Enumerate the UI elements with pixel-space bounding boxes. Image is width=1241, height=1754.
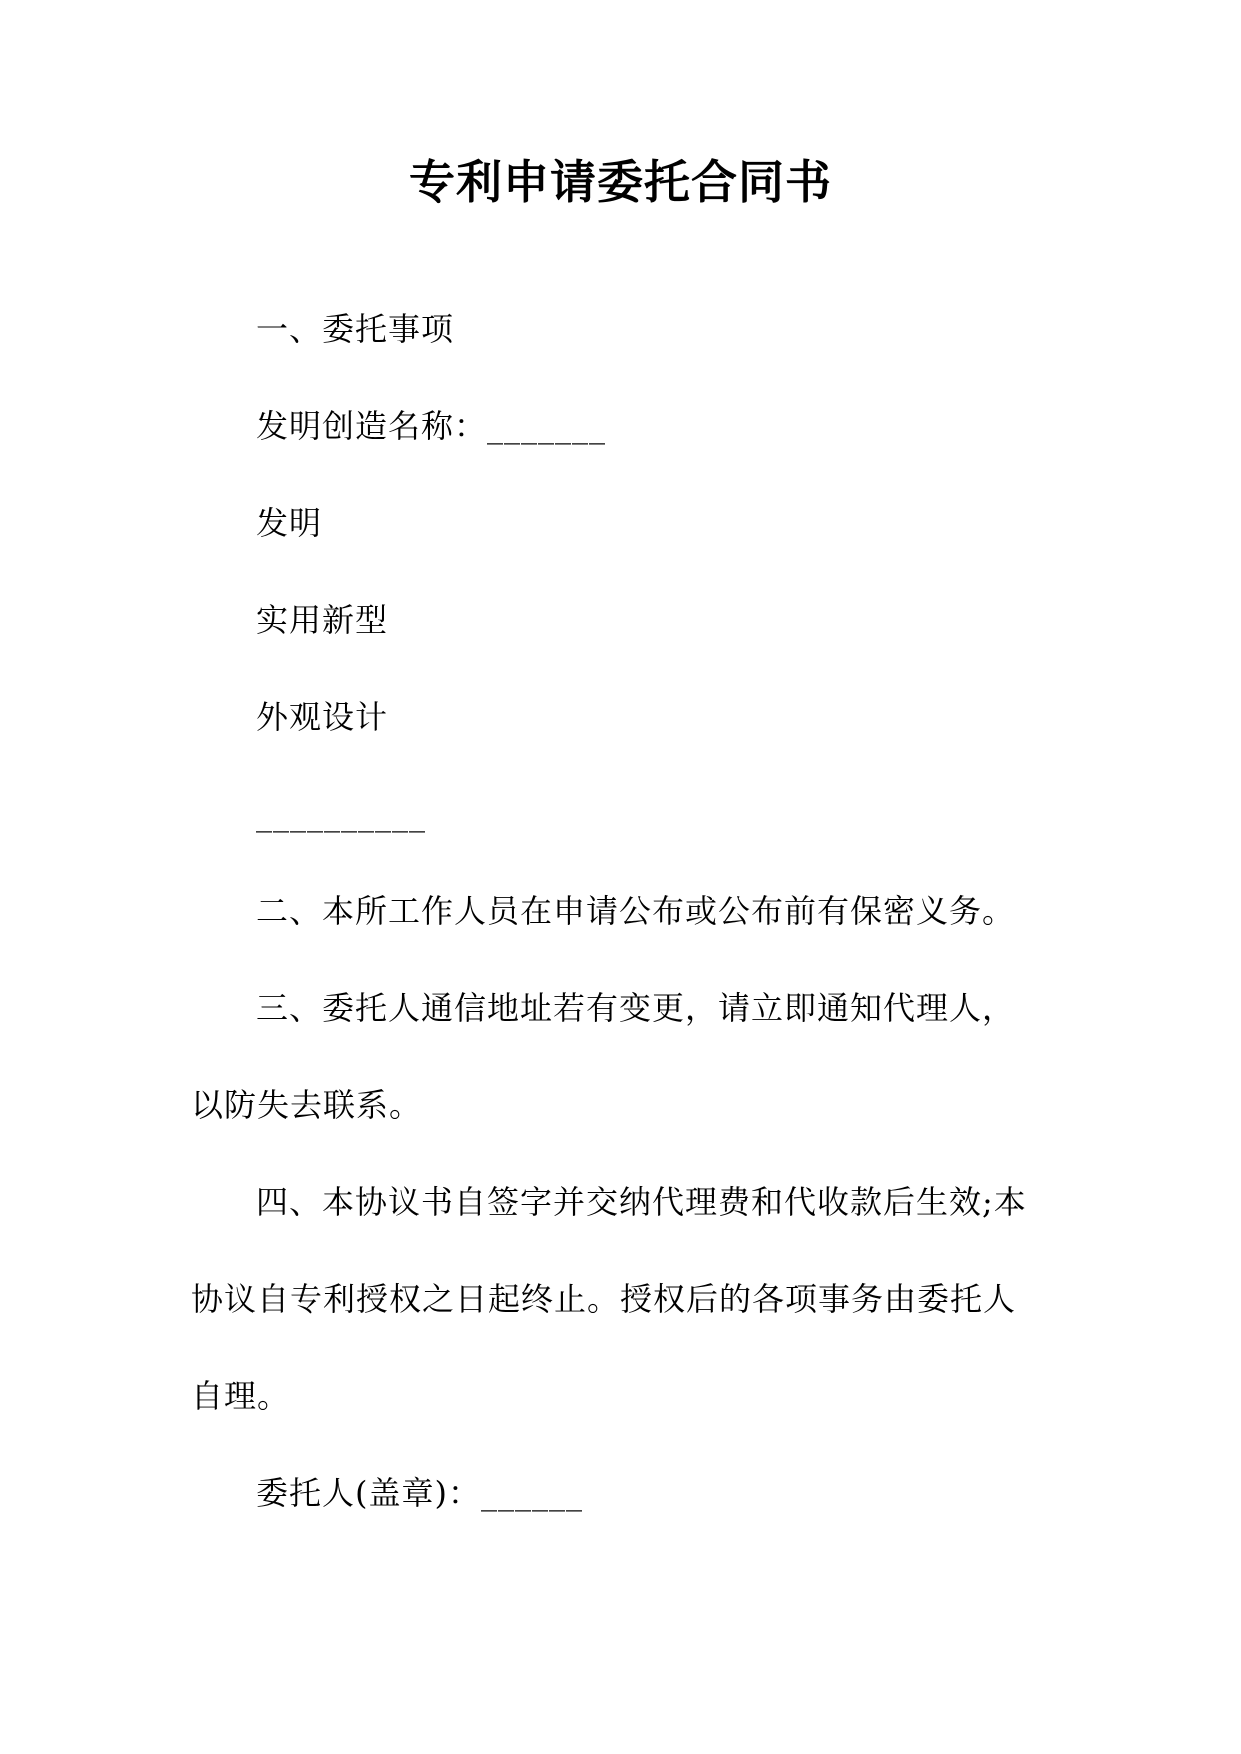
invention-name-field: 发明创造名称：_______	[256, 407, 607, 445]
option-utility-model: 实用新型	[256, 601, 389, 639]
blank-line: __________	[256, 795, 426, 833]
section-3-text-line-2: 以防失去联系。	[191, 1086, 423, 1124]
option-design: 外观设计	[256, 698, 389, 736]
document-title: 专利申请委托合同书	[409, 155, 832, 209]
section-4-text-line-2: 协议自专利授权之日起终止。授权后的各项事务由委托人	[191, 1280, 1017, 1318]
section-4-text-line-1: 四、本协议书自签字并交纳代理费和代收款后生效;本	[256, 1183, 1027, 1221]
section-1-heading: 一、委托事项	[256, 310, 455, 348]
principal-signature-field: 委托人(盖章)：______	[256, 1474, 583, 1512]
section-2-text: 二、本所工作人员在申请公布或公布前有保密义务。	[256, 892, 1016, 930]
section-3-text-line-1: 三、委托人通信地址若有变更，请立即通知代理人，	[256, 989, 1016, 1027]
option-invention: 发明	[256, 504, 323, 542]
section-4-text-line-3: 自理。	[191, 1377, 291, 1415]
